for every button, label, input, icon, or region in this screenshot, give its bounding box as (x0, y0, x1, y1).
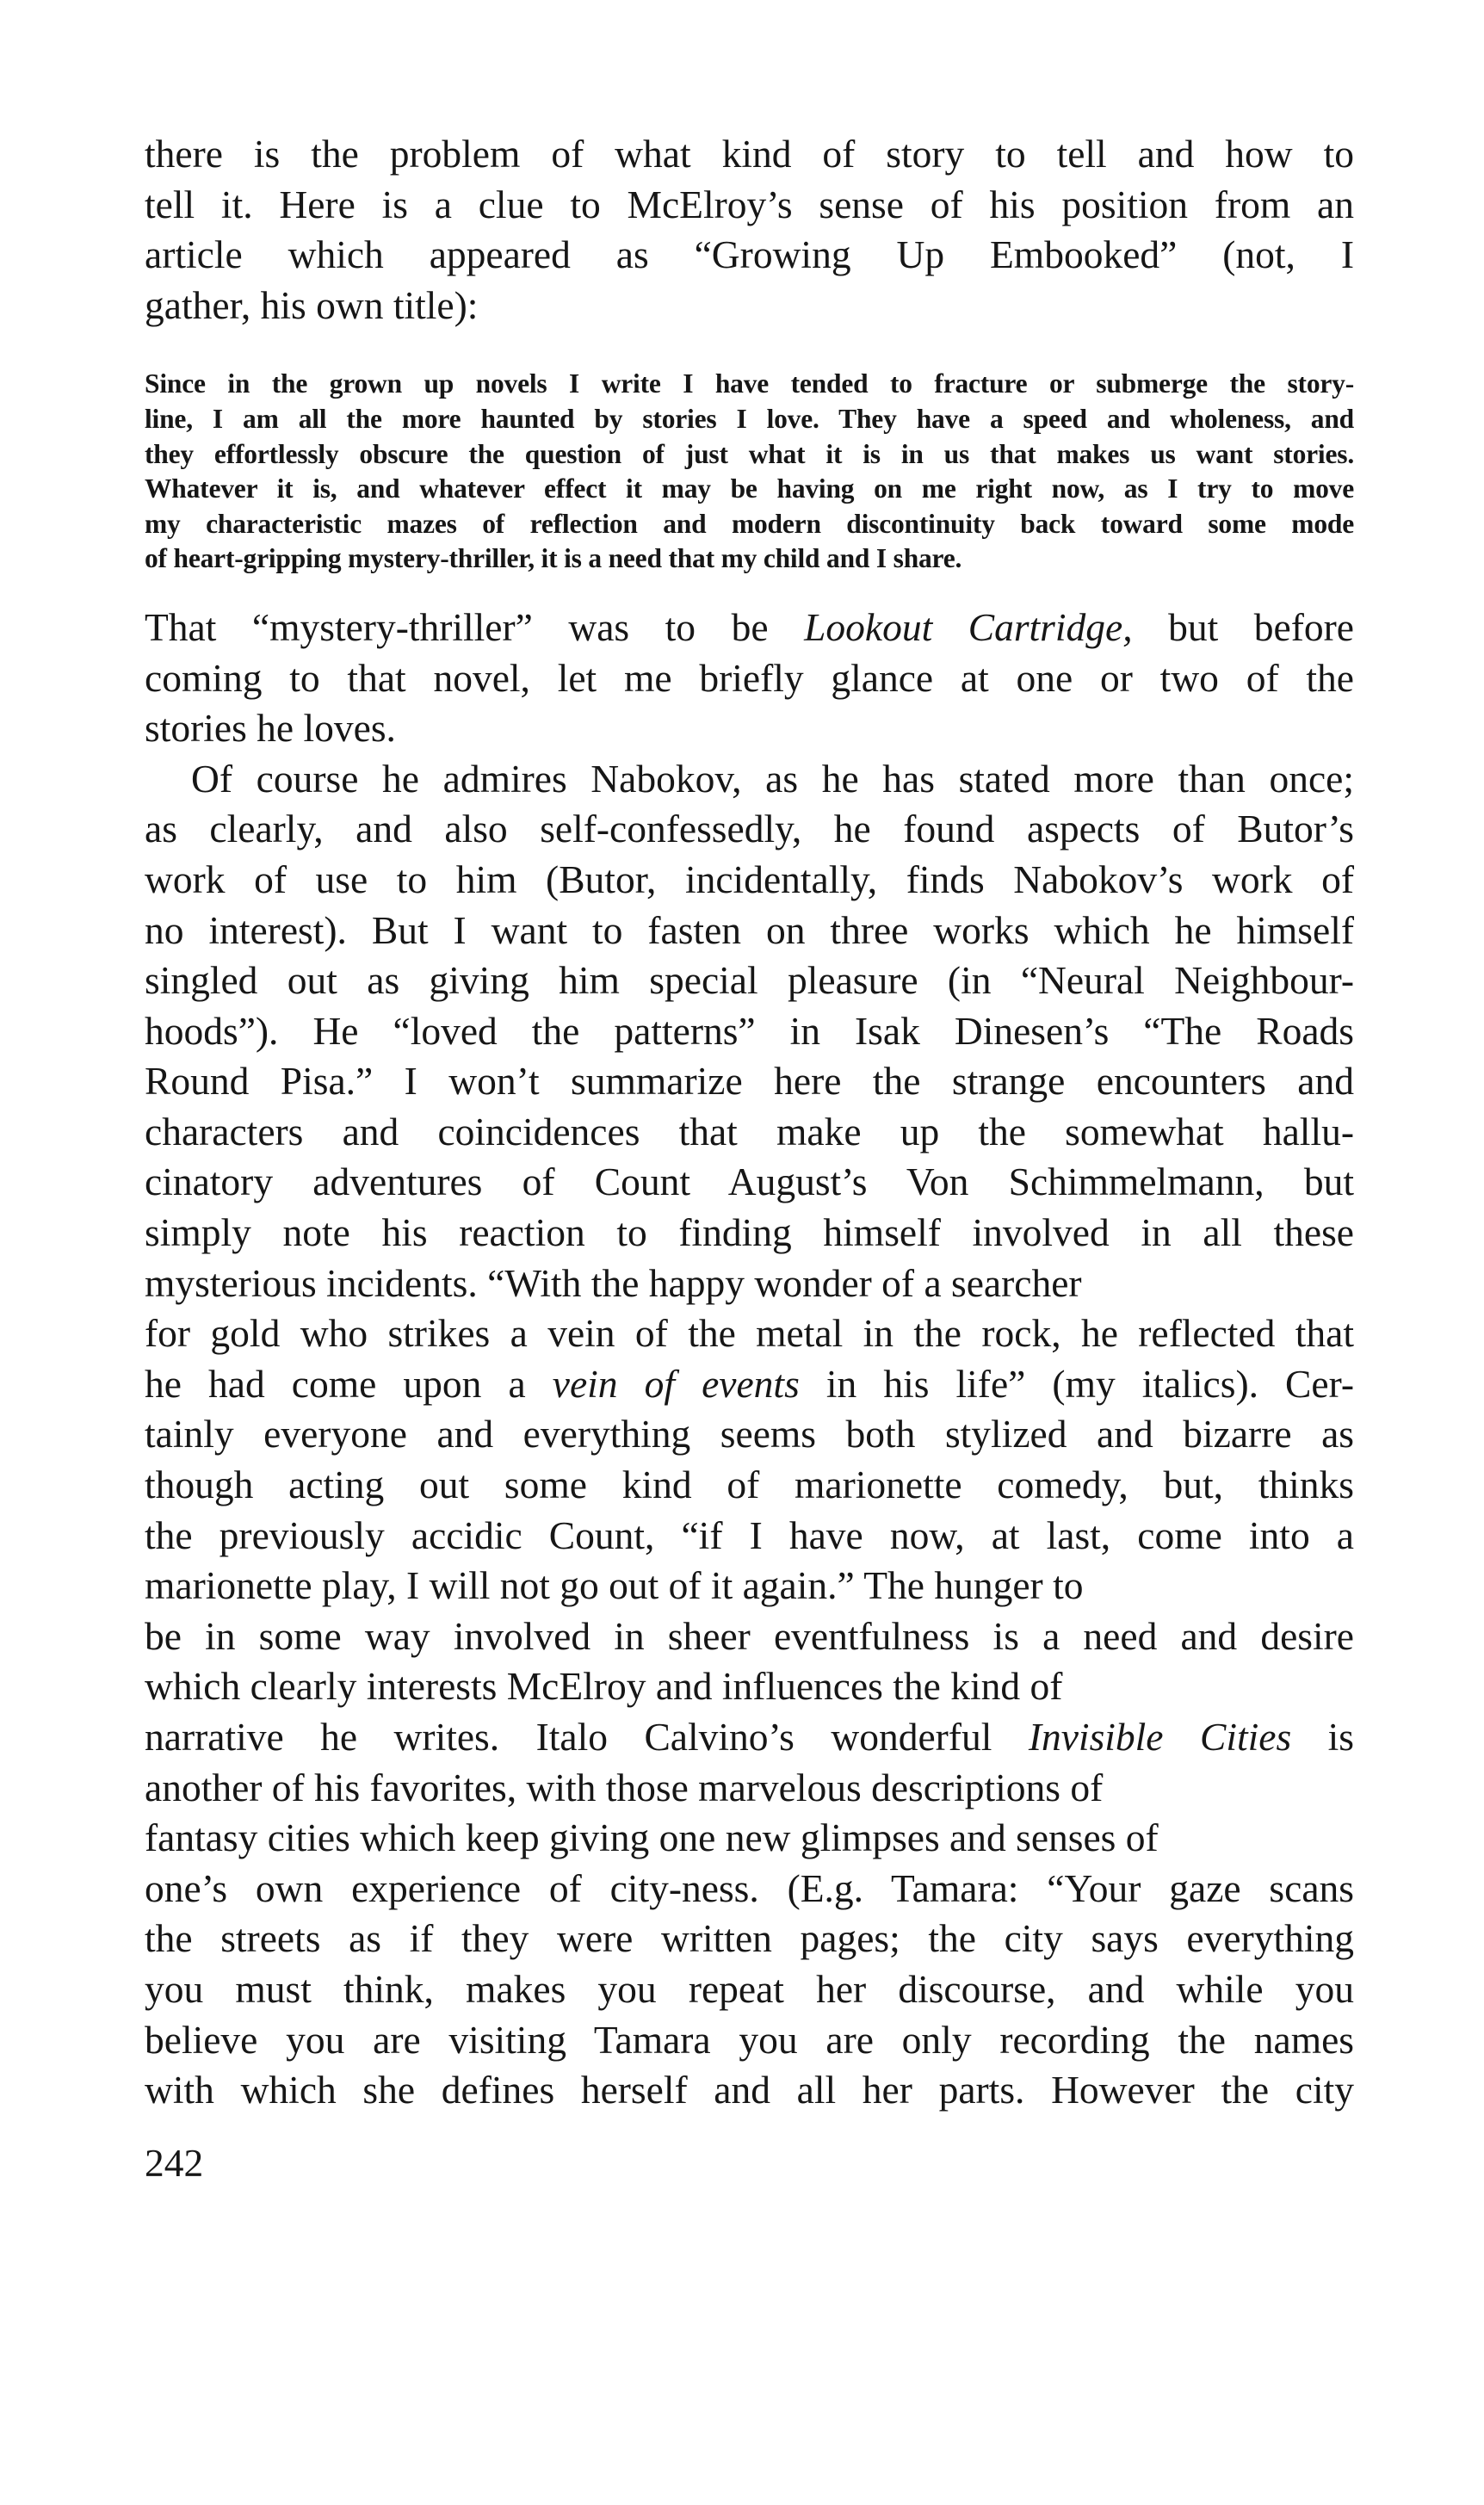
text-line: for gold who strikes a vein of the metal in the rock, he reflected that (145, 1311, 1354, 1356)
text-line: there is the problem of what kind of story to tell and how to (145, 132, 1354, 176)
opening-paragraph (145, 129, 1354, 331)
text-run: in his life” (my italics). Cer- (799, 1361, 1354, 1406)
text-line: which clearly interests McElroy and influences the kind of (145, 1664, 1063, 1709)
text-line: marionette play, I will not go out of it again.” The hunger to (145, 1563, 1084, 1608)
quote-line: line, I am all the more haunted by stories I love. They have a speed and wholeness, and (145, 403, 1354, 434)
text-line: article which appeared as “Growing Up Embooked” (not, I (145, 232, 1354, 277)
text-line (145, 1712, 1354, 1763)
text-line: one’s own experience of city-ness. (E.g. Tamara: “Your gaze scans (145, 1865, 1354, 1910)
page-body (145, 129, 1354, 2116)
text-line: simply note his reaction to finding himself involved in all these (145, 1210, 1354, 1255)
text-line: Of course he admires Nabokov, as he has stated more than once; (191, 756, 1354, 801)
text-line (145, 603, 1354, 653)
block-quote (145, 367, 1354, 577)
book-title-lookout-cartridge: Lookout Cartridge, (804, 604, 1133, 649)
text-line (145, 1359, 1354, 1410)
text-line: tell it. Here is a clue to McElroy’s sense of his position from an (145, 182, 1354, 226)
text-line: tainly everyone and everything seems both stylized and bizarre as (145, 1412, 1354, 1457)
text-line: gather, his own title): (145, 282, 479, 327)
paragraph-mystery-thriller (145, 603, 1354, 754)
text-line: be in some way involved in sheer eventfulness is a need and desire (145, 1613, 1354, 1658)
text-line: stories he loves. (145, 706, 396, 751)
text-line: the previously accidic Count, “if I have now, at last, come into a (145, 1512, 1354, 1557)
quote-line: Since in the grown up novels I write I have tended to fracture or submerge the story- (145, 368, 1354, 399)
page-number: 242 (145, 2141, 204, 2185)
text-line: singled out as giving him special pleasure (in “Neural Neighbour- (145, 958, 1354, 1003)
quote-line: Whatever it is, and whatever effect it may be having on me right now, as I try to move (145, 473, 1354, 504)
text-run: narrative he writes. Italo Calvino’s wonderful (145, 1715, 1029, 1759)
text-line: Round Pisa.” I won’t summarize here the strange encounters and (145, 1059, 1354, 1104)
book-title-invisible-cities: Invisible Cities (1028, 1715, 1292, 1759)
italic-phrase-vein-of-events: vein of events (552, 1361, 800, 1406)
text-line: believe you are visiting Tamara you are only recording the names (145, 2017, 1354, 2062)
text-line: the streets as if they were written pages; the city says everything (145, 1916, 1354, 1961)
text-line: cinatory adventures of Count August’s Von Schimmelmann, but (145, 1160, 1354, 1204)
paragraph-nabokov (145, 754, 1354, 2116)
text-run: he had come upon a (145, 1361, 553, 1406)
text-run: That “mystery-thriller” was to be (145, 604, 805, 649)
text-line: you must think, makes you repeat her discourse, and while you (145, 1966, 1354, 2011)
quote-line: they effortlessly obscure the question of just what it is in us that makes us want stories. (145, 438, 1354, 469)
text-line: another of his favorites, with those marvelous descriptions of (145, 1765, 1104, 1809)
quote-line: of heart-gripping mystery-thriller, it is a need that my child and I share. (145, 543, 962, 574)
text-run: but before (1132, 604, 1354, 649)
text-line: mysterious incidents. “With the happy wonder of a searcher (145, 1260, 1082, 1305)
text-line: no interest). But I want to fasten on three works which he himself (145, 907, 1354, 952)
text-line: as clearly, and also self-confessedly, he found aspects of Butor’s (145, 807, 1354, 851)
text-line: hoods”). He “loved the patterns” in Isak Dinesen’s “The Roads (145, 1008, 1354, 1053)
text-line: characters and coincidences that make up the somewhat hallu- (145, 1109, 1354, 1154)
text-line: though acting out some kind of marionette comedy, but, thinks (145, 1463, 1354, 1507)
text-run: is (1291, 1715, 1354, 1759)
quote-line: my characteristic mazes of reflection and modern discontinuity back toward some mode (145, 508, 1354, 539)
text-line: coming to that novel, let me briefly glance at one or two of the (145, 655, 1354, 700)
text-line: with which she defines herself and all her parts. However the city (145, 2068, 1354, 2112)
text-line: work of use to him (Butor, incidentally, finds Nabokov’s work of (145, 857, 1354, 901)
text-line: fantasy cities which keep giving one new glimpses and senses of (145, 1815, 1159, 1860)
